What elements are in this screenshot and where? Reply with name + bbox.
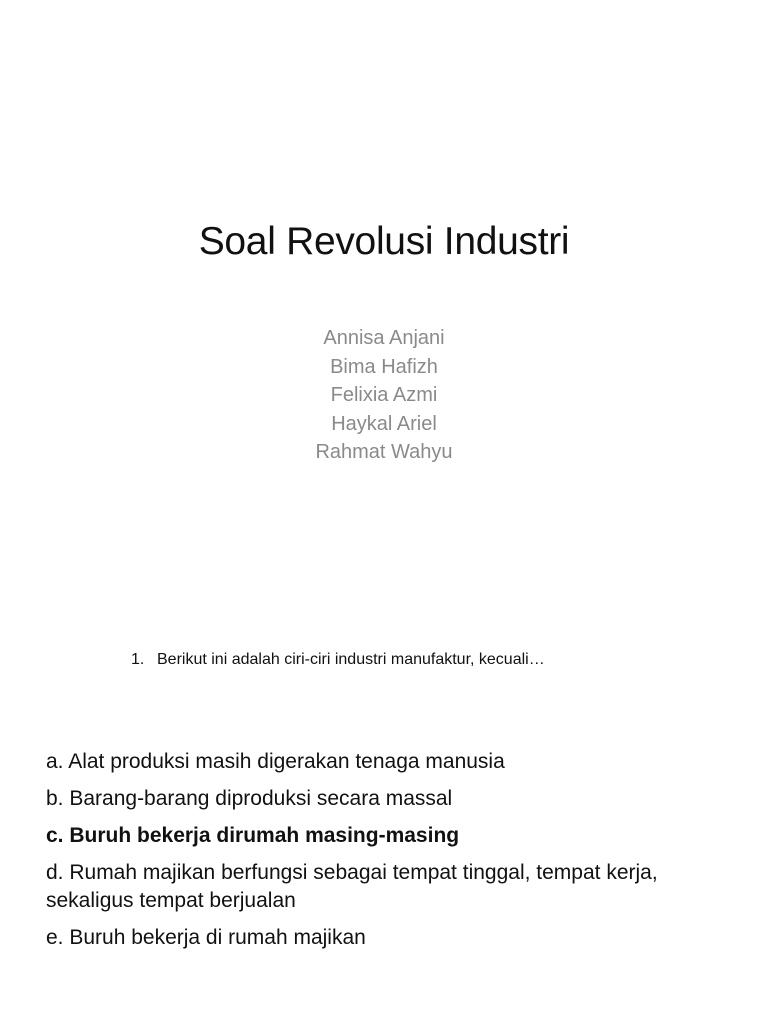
author-name: Annisa Anjani xyxy=(323,327,445,349)
option-c-correct: c. Buruh bekerja dirumah masing-masing xyxy=(46,824,460,847)
question-text: Berikut ini adalah ciri-ciri industri manufaktur, kecuali… xyxy=(157,651,545,668)
author-list xyxy=(0,324,768,467)
option-b: b. Barang-barang diproduksi secara massal xyxy=(46,787,453,810)
author-name: Rahmat Wahyu xyxy=(315,441,453,463)
author-name: Haykal Ariel xyxy=(331,412,437,435)
option-e: e. Buruh bekerja di rumah majikan xyxy=(46,926,366,949)
option-d: d. Rumah majikan berfungsi sebagai tempat tinggal, tempat kerja, sekaligus tempat berjualan xyxy=(46,861,658,912)
question xyxy=(131,648,751,672)
page-title: Soal Revolusi Industri xyxy=(198,220,570,263)
question-number: 1. xyxy=(131,651,145,668)
answer-options xyxy=(46,748,726,961)
option-a: a. Alat produksi masih digerakan tenaga manusia xyxy=(46,750,505,773)
author-name: Bima Hafizh xyxy=(330,355,438,378)
author-name: Felixia Azmi xyxy=(330,384,438,406)
